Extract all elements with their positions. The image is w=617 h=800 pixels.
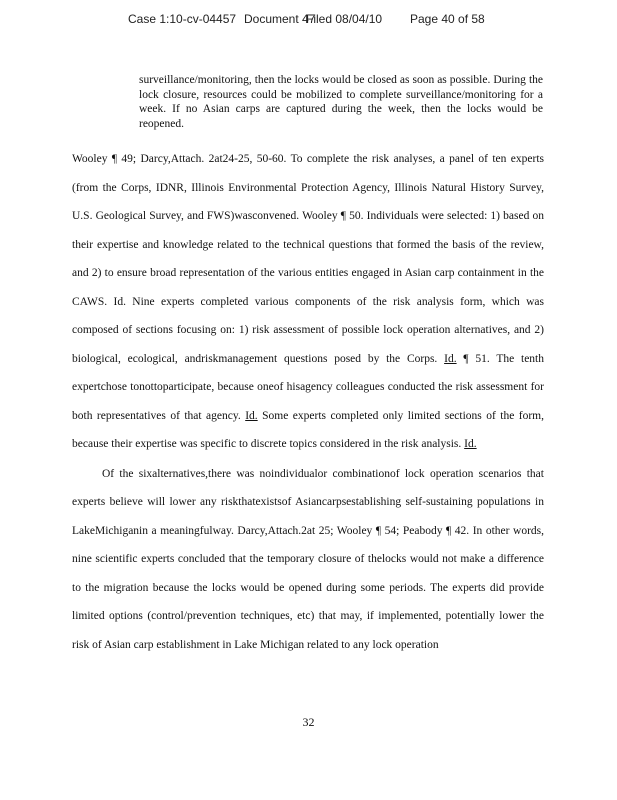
document-number: Document 47: [244, 12, 316, 26]
citation-id: Id.: [245, 409, 258, 422]
paragraph-1: [72, 145, 544, 459]
citation-id: Id.: [444, 352, 457, 365]
block-quote: surveillance/monitoring, then the locks would be closed as soon as possible. During the lock closure, resources could be mobilized to complete surveillance/monitoring for a week. If no Asian carps are captured during the week, then the locks would be reopened.: [139, 74, 543, 130]
paragraph-2: Of the sixalternatives,there was noindividualor combinationof lock operation scenarios that experts believe will lower any riskthatexistsof Asiancarpsestablishing self-sustaining populations in LakeMichiganin a meaningfulway. Darcy,Attach.2at 25; Wooley ¶ 54; Peabody ¶ 42. In other words, nine scientific experts concluded that the temporary closure of thelocks would not make a difference to the migration because the locks would be opened during some periods. The experts did provide limited options (control/prevention techniques, etc) that may, if implemented, potentially lower the risk of Asian carp establishment in Lake Michigan related to any lock operation: [72, 467, 544, 651]
page-indicator: Page 40 of 58: [410, 12, 485, 26]
paragraph-1-text-c: Some experts completed only limited sections of the form, because their expertise was specific to discrete topics considered in the risk analysis.: [72, 409, 544, 450]
page-number: 32: [302, 715, 315, 729]
paragraph-1-text-b: ¶ 51. The tenth expertchose tonottoparticipate, because oneof hisagency colleagues conducted the risk assessment for both representatives of that agency.: [72, 352, 544, 422]
filed-date: Filed 08/04/10: [306, 12, 383, 26]
body-text: [72, 145, 544, 659]
paragraph-1-text-a: Wooley ¶ 49; Darcy,Attach. 2at24-25, 50-60. To complete the risk analyses, a panel of ten experts (from the Corps, IDNR, Illinois Environmental Protection Agency, Illinois Natural History Survey, U.S. Geological Survey, and FWS)wasconvened. Wooley ¶ 50. Individuals were selected: 1) based on their expertise and knowledge related to the technical questions that formed the basis of the review, and 2) to ensure broad representation of the various entities engaged in Asian carp containment in the CAWS. Id. Nine experts completed various components of the risk analysis form, which was composed of sections focusing on: 1) risk assessment of possible lock operation alternatives, and 2) biological, ecological, andriskmanagement questions posed by the Corps.: [72, 153, 544, 365]
case-number: Case 1:10-cv-04457: [128, 12, 237, 26]
citation-id: Id.: [464, 438, 477, 450]
